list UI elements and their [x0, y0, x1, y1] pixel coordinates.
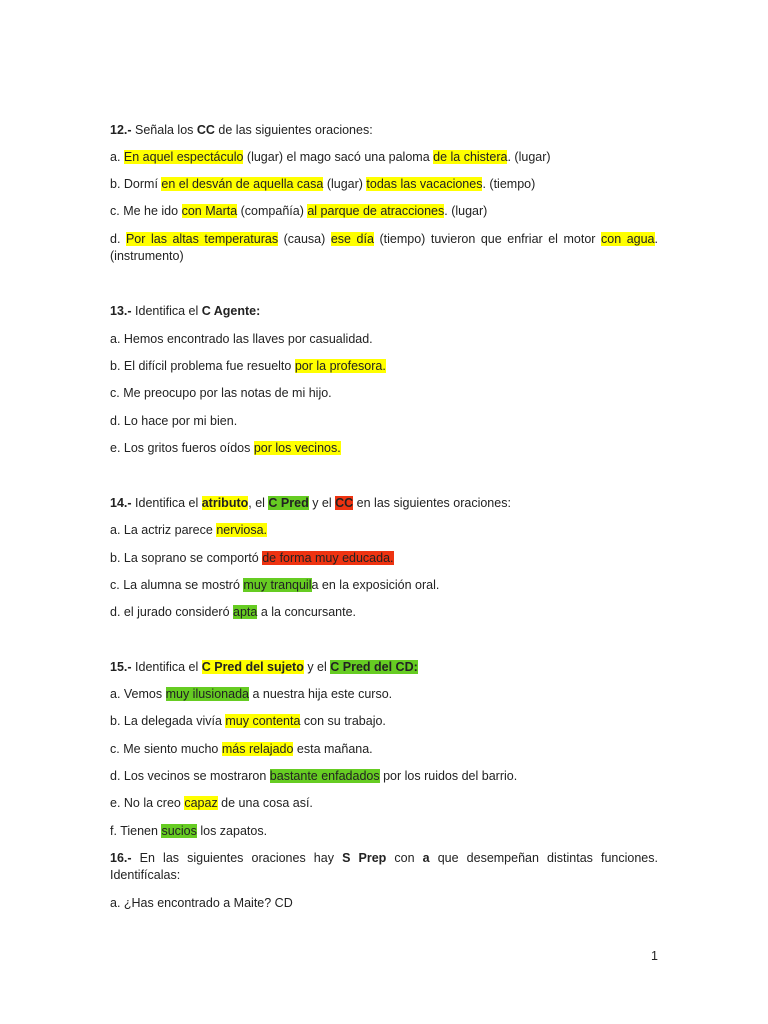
q12-heading: 12.- Señala los CC de las siguientes oraciones: [110, 123, 373, 137]
q16-item-a: a. ¿Has encontrado a Maite? CD [110, 896, 293, 910]
q12-item-c: c. Me he ido con Marta (compañía) al parque de atracciones. (lugar) [110, 204, 488, 218]
q14-item-d: d. el jurado consideró apta a la concursante. [110, 605, 357, 619]
q16-heading: 16.- En las siguientes oraciones hay S Prep con a que desempeñan distintas funciones. [110, 851, 658, 865]
page-number: 1 [651, 949, 658, 963]
q15-item-b: b. La delegada vivía muy contenta con su trabajo. [110, 714, 386, 728]
q15-item-e: e. No la creo capaz de una cosa así. [110, 796, 313, 810]
q13-item-a: a. Hemos encontrado las llaves por casualidad. [110, 332, 373, 346]
q16-heading-line2: Identifícalas: [110, 868, 181, 882]
q14-item-b: b. La soprano se comportó de forma muy educada. [110, 551, 394, 565]
q13-item-b: b. El difícil problema fue resuelto por la profesora. [110, 359, 386, 373]
q15-item-c: c. Me siento mucho más relajado esta mañana. [110, 742, 373, 756]
q13-item-d: d. Lo hace por mi bien. [110, 414, 238, 428]
q13-heading: 13.- Identifica el C Agente: [110, 304, 261, 318]
q15-heading: 15.- Identifica el C Pred del sujeto y el C Pred del CD: [110, 660, 418, 674]
q13-item-c: c. Me preocupo por las notas de mi hijo. [110, 386, 332, 400]
q14-heading: 14.- Identifica el atributo, el C Pred y el CC en las siguientes oraciones: [110, 496, 511, 510]
q12-item-d: d. Por las altas temperaturas (causa) ese día (tiempo) tuvieron que enfriar el motor con agua. [110, 232, 658, 246]
q15-item-a: a. Vemos muy ilusionada a nuestra hija este curso. [110, 687, 393, 701]
q13-item-e: e. Los gritos fueros oídos por los vecinos. [110, 441, 341, 455]
q12-item-d-line2: (instrumento) [110, 249, 184, 263]
q14-item-c: c. La alumna se mostró muy tranquila en la exposición oral. [110, 578, 440, 592]
q15-item-d: d. Los vecinos se mostraron bastante enfadados por los ruidos del barrio. [110, 769, 518, 783]
q12-item-b: b. Dormí en el desván de aquella casa (lugar) todas las vacaciones. (tiempo) [110, 177, 536, 191]
q14-item-a: a. La actriz parece nerviosa. [110, 523, 268, 537]
q12-item-a: a. En aquel espectáculo (lugar) el mago sacó una paloma de la chistera. (lugar) [110, 150, 551, 164]
q15-item-f: f. Tienen sucios los zapatos. [110, 824, 268, 838]
